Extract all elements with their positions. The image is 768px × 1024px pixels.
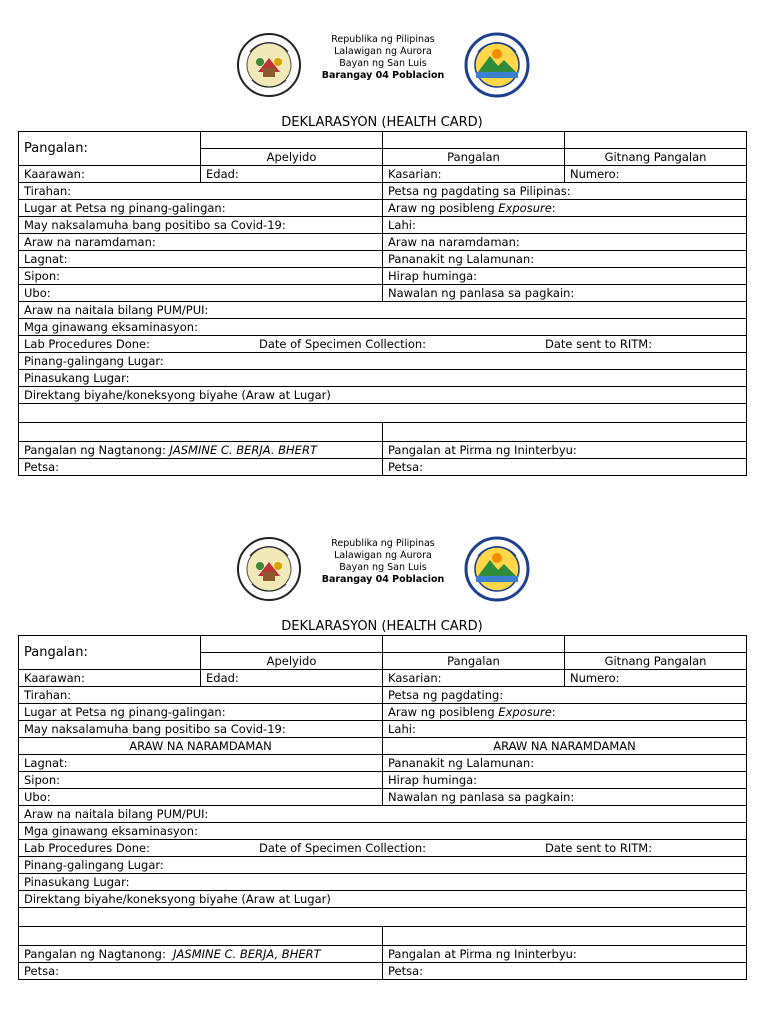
letterhead-line: Bayan ng San Luis [339, 58, 427, 69]
pinasukang-field[interactable]: Pinasukang Lugar: [19, 874, 747, 891]
apelyido-field[interactable] [201, 636, 383, 653]
ubo-field[interactable]: Ubo: [19, 789, 383, 806]
naramdaman-right-field[interactable]: Araw na naramdaman: [383, 234, 747, 251]
biyahe-field[interactable]: Direktang biyahe/koneksyong biyahe (Araw at Lugar) [19, 387, 747, 404]
exposure-word: Exposure [498, 705, 552, 719]
lugar-petsa-field[interactable]: Lugar at Petsa ng pinang-galingan: [19, 200, 383, 217]
pangalan-field[interactable] [383, 132, 565, 149]
barangay-seal-icon [236, 32, 302, 98]
lab-procedures-row[interactable] [19, 840, 747, 857]
ininterbyu-field[interactable]: Pangalan at Pirma ng Ininterbyu: [383, 442, 747, 459]
pum-pui-field[interactable]: Araw na naitala bilang PUM/PUI: [19, 806, 747, 823]
health-card-1 [18, 28, 746, 476]
biyahe-field[interactable]: Direktang biyahe/koneksyong biyahe (Araw at Lugar) [19, 891, 747, 908]
kasarian-field[interactable]: Kasarian: [383, 670, 565, 687]
numero-field[interactable]: Numero: [565, 166, 747, 183]
gitnang-pangalan-field[interactable] [565, 132, 747, 149]
eksaminasyon-field[interactable]: Mga ginawang eksaminasyon: [19, 319, 747, 336]
health-card-2 [18, 532, 746, 980]
pum-pui-field[interactable]: Araw na naitala bilang PUM/PUI: [19, 302, 747, 319]
araw-exposure-field[interactable] [383, 704, 747, 721]
lagnat-field[interactable]: Lagnat: [19, 251, 383, 268]
letterhead-line: Republika ng Pilipinas [331, 538, 435, 549]
naramdaman-right-header: ARAW NA NARAMDAMAN [383, 738, 747, 755]
lalamunan-field[interactable]: Pananakit ng Lalamunan: [383, 755, 747, 772]
blank-row[interactable] [19, 404, 747, 423]
petsa-left-field[interactable]: Petsa: [19, 459, 383, 476]
petsa-pagdating-field[interactable]: Petsa ng pagdating sa Pilipinas: [383, 183, 747, 200]
nagtanong-name: JASMINE C. BERJA. BHERT [169, 443, 317, 457]
pangalan-col-label: Pangalan [383, 149, 565, 166]
huminga-field[interactable]: Hirap huminga: [383, 772, 747, 789]
exposure-word: Exposure [498, 201, 552, 215]
edad-field[interactable]: Edad: [201, 166, 383, 183]
edad-field[interactable]: Edad: [201, 670, 383, 687]
pangalan-label: Pangalan: [19, 636, 201, 670]
tirahan-field[interactable]: Tirahan: [19, 183, 383, 200]
kaarawan-field[interactable]: Kaarawan: [19, 166, 201, 183]
apelyido-label: Apelyido [201, 149, 383, 166]
sipon-field[interactable]: Sipon: [19, 772, 383, 789]
araw-exposure-label: Araw ng posibleng [388, 201, 499, 215]
form-title: DEKLARASYON (HEALTH CARD) [281, 619, 483, 634]
letterhead-line: Bayan ng San Luis [339, 562, 427, 573]
ubo-field[interactable]: Ubo: [19, 285, 383, 302]
naksalamuha-field[interactable]: May naksalamuha bang positibo sa Covid-19: [19, 217, 383, 234]
health-card-form [18, 131, 747, 476]
letterhead-line: Lalawigan ng Aurora [334, 46, 432, 57]
nagtanong-label: Pangalan ng Nagtanong: [24, 947, 174, 961]
municipality-seal-icon [464, 32, 530, 98]
card-header [18, 28, 746, 112]
gitnang-pangalan-label: Gitnang Pangalan [565, 149, 747, 166]
pangalan-label: Pangalan: [19, 132, 201, 166]
blank-cell-left[interactable] [19, 927, 383, 946]
araw-exposure-label: Araw ng posibleng [388, 705, 499, 719]
lab-procedures-row[interactable] [19, 336, 747, 353]
apelyido-field[interactable] [201, 132, 383, 149]
pinang-galingang-field[interactable]: Pinang-galingang Lugar: [19, 857, 747, 874]
eksaminasyon-field[interactable]: Mga ginawang eksaminasyon: [19, 823, 747, 840]
nagtanong-field[interactable] [19, 442, 383, 459]
tirahan-field[interactable]: Tirahan: [19, 687, 383, 704]
blank-row[interactable] [19, 908, 747, 927]
barangay-seal-icon [236, 536, 302, 602]
lagnat-field[interactable]: Lagnat: [19, 755, 383, 772]
lahi-field[interactable]: Lahi: [383, 721, 747, 738]
kasarian-field[interactable]: Kasarian: [383, 166, 565, 183]
lahi-field[interactable]: Lahi: [383, 217, 747, 234]
apelyido-label: Apelyido [201, 653, 383, 670]
kaarawan-field[interactable]: Kaarawan: [19, 670, 201, 687]
letterhead [308, 538, 458, 586]
letterhead-line: Republika ng Pilipinas [331, 34, 435, 45]
araw-exposure-colon: : [551, 201, 556, 215]
specimen-label: Date of Specimen Collection: [259, 841, 427, 855]
letterhead-line: Lalawigan ng Aurora [334, 550, 432, 561]
blank-cell-right[interactable] [383, 927, 747, 946]
gitnang-pangalan-field[interactable] [565, 636, 747, 653]
nagtanong-label: Pangalan ng Nagtanong: [24, 443, 170, 457]
lab-done-label: Lab Procedures Done: [24, 841, 150, 855]
petsa-right-field[interactable]: Petsa: [383, 963, 747, 980]
pangalan-field[interactable] [383, 636, 565, 653]
lalamunan-field[interactable]: Pananakit ng Lalamunan: [383, 251, 747, 268]
naramdaman-left-field[interactable]: Araw na naramdaman: [19, 234, 383, 251]
lugar-petsa-field[interactable]: Lugar at Petsa ng pinang-galingan: [19, 704, 383, 721]
numero-field[interactable]: Numero: [565, 670, 747, 687]
form-title: DEKLARASYON (HEALTH CARD) [281, 115, 483, 130]
specimen-label: Date of Specimen Collection: [259, 337, 427, 351]
pangalan-col-label: Pangalan [383, 653, 565, 670]
naksalamuha-field[interactable]: May naksalamuha bang positibo sa Covid-19: [19, 721, 383, 738]
araw-exposure-field[interactable] [383, 200, 747, 217]
card-header [18, 532, 746, 616]
panlasa-field[interactable]: Nawalan ng panlasa sa pagkain: [383, 789, 747, 806]
blank-cell-left[interactable] [19, 423, 383, 442]
letterhead-barangay: Barangay 04 Poblacion [321, 574, 445, 585]
nagtanong-name: JASMINE C. BERJA, BHERT [173, 947, 321, 961]
health-card-form [18, 635, 747, 980]
ininterbyu-field[interactable]: Pangalan at Pirma ng Ininterbyu: [383, 946, 747, 963]
gitnang-pangalan-label: Gitnang Pangalan [565, 653, 747, 670]
letterhead [308, 34, 458, 82]
sipon-field[interactable]: Sipon: [19, 268, 383, 285]
ritm-label: Date sent to RITM: [545, 841, 653, 855]
petsa-pagdating-field[interactable]: Petsa ng pagdating: [383, 687, 747, 704]
araw-exposure-colon: : [551, 705, 556, 719]
panlasa-field[interactable]: Nawalan ng panlasa sa pagkain: [383, 285, 747, 302]
pinasukang-field[interactable]: Pinasukang Lugar: [19, 370, 747, 387]
lab-done-label: Lab Procedures Done: [24, 337, 150, 351]
letterhead-barangay: Barangay 04 Poblacion [321, 70, 445, 81]
petsa-right-field[interactable]: Petsa: [383, 459, 747, 476]
naramdaman-left-header: ARAW NA NARAMDAMAN [19, 738, 383, 755]
ritm-label: Date sent to RITM: [545, 337, 653, 351]
petsa-left-field[interactable]: Petsa: [19, 963, 383, 980]
blank-cell-right[interactable] [383, 423, 747, 442]
municipality-seal-icon [464, 536, 530, 602]
nagtanong-field[interactable] [19, 946, 383, 963]
huminga-field[interactable]: Hirap huminga: [383, 268, 747, 285]
pinang-galingang-field[interactable]: Pinang-galingang Lugar: [19, 353, 747, 370]
